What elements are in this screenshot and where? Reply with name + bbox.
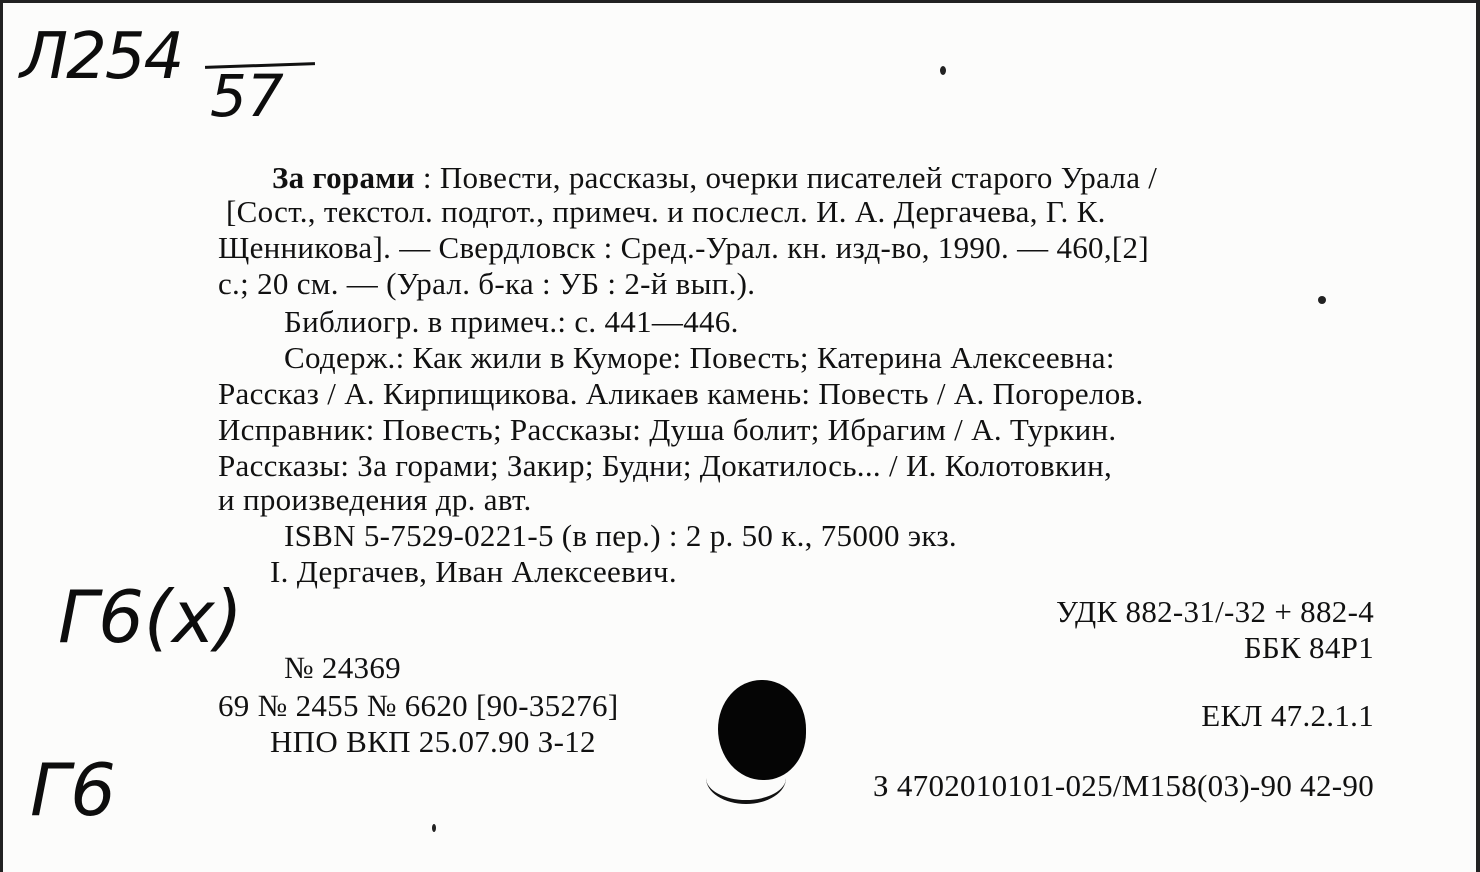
ink-blot [718, 680, 806, 780]
entry-contents-4: Рассказы: За горами; Закир; Будни; Докатилось... / И. Колотовкин, [218, 448, 1113, 483]
entry-contents-3: Исправник: Повесть; Рассказы: Душа болит; Ибрагим / А. Туркин. [218, 412, 1117, 447]
entry-line-2: [Сост., текстол. подгот., примеч. и послесл. И. А. Дергачева, Г. К. [226, 194, 1106, 229]
handwritten-fraction-number: 57 [210, 62, 284, 130]
udk-code: УДК 882-31/-32 + 882-4 [1055, 594, 1374, 629]
printing-line: НПО ВКП 25.07.90 З-12 [270, 724, 596, 759]
entry-contents-1: Содерж.: Как жили в Куморе: Повесть; Катерина Алексеевна: [284, 340, 1115, 375]
entry-notes: Библиогр. в примеч.: с. 441—446. [284, 304, 739, 339]
card-edge-top [0, 0, 1480, 3]
entry-isbn: ISBN 5-7529-0221-5 (в пер.) : 2 р. 50 к., 75000 экз. [284, 518, 957, 553]
card-number: № 24369 [284, 650, 401, 685]
entry-line-4: с.; 20 см. — (Урал. б-ка : УБ : 2-й вып.). [218, 266, 756, 301]
speck [1318, 296, 1326, 304]
entry-contents-5: и произведения др. авт. [218, 482, 532, 517]
handwritten-shelf-mark: Л254 [20, 20, 183, 94]
entry-contents-2: Рассказ / А. Кирпищикова. Аликаев камень: Повесть / А. Погорелов. [218, 376, 1144, 411]
handwritten-class-mark-2: Г6 [30, 748, 116, 832]
bbk-code: ББК 84Р1 [1243, 630, 1374, 665]
entry-line-1 [272, 162, 1157, 193]
entry-line-1-rest: : Повести, рассказы, очерки писателей старого Урала / [414, 160, 1158, 195]
handwritten-class-mark-1: Г6(х) [58, 575, 243, 659]
ekl-code: ЕКЛ 47.2.1.1 [1201, 698, 1374, 733]
publisher-code: З 4702010101-025/М158(03)-90 42-90 [872, 768, 1374, 803]
card-edge-right [1476, 0, 1480, 872]
speck [432, 824, 436, 832]
card-edge-left [0, 0, 3, 872]
order-line: 69 № 2455 № 6620 [90-35276] [218, 688, 619, 723]
entry-title: За горами [272, 160, 415, 195]
entry-added-author: I. Дергачев, Иван Алексеевич. [270, 554, 677, 589]
entry-line-3: Щенникова]. — Свердловск : Сред.-Урал. кн. изд-во, 1990. — 460,[2] [218, 230, 1149, 265]
speck [940, 66, 946, 75]
